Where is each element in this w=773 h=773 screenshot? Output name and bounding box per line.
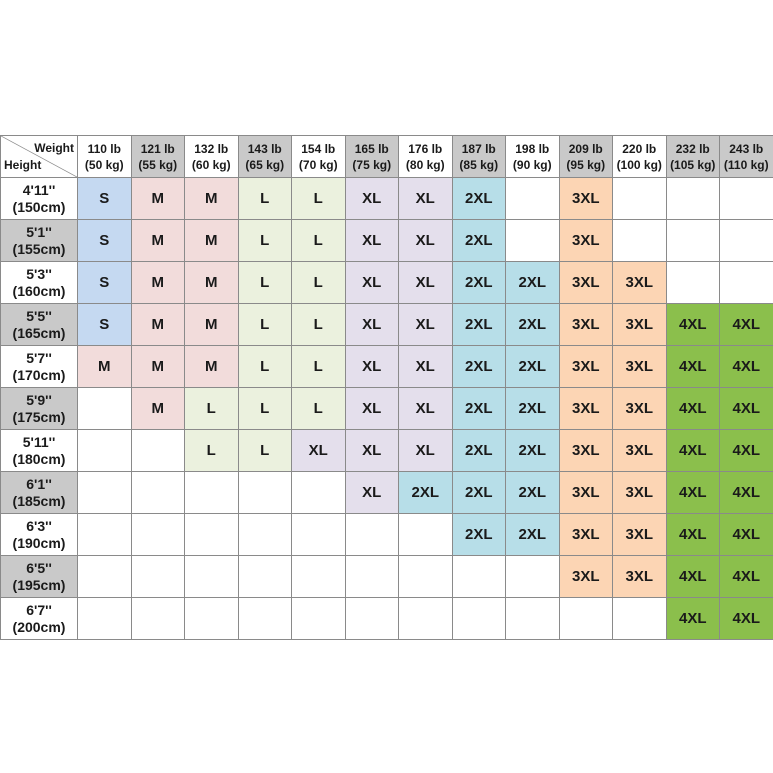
height-cm-label: (190cm) xyxy=(12,534,66,551)
size-cell: M xyxy=(185,262,239,304)
size-cell xyxy=(185,598,239,640)
size-cell: M xyxy=(131,220,185,262)
height-row xyxy=(1,304,773,346)
size-cell: 3XL xyxy=(559,556,613,598)
size-cell: 2XL xyxy=(452,304,506,346)
size-cell: 2XL xyxy=(506,430,560,472)
height-row xyxy=(1,220,773,262)
weight-lb-label: 132 lb xyxy=(194,141,229,156)
size-cell: 4XL xyxy=(720,430,773,472)
weight-header-3 xyxy=(238,136,292,178)
size-cell: XL xyxy=(399,430,453,472)
weight-lb-label: 165 lb xyxy=(354,141,389,156)
weight-kg-label: (100 kg) xyxy=(616,157,662,172)
weight-kg-label: (90 kg) xyxy=(512,157,552,172)
height-header-9 xyxy=(1,556,78,598)
height-cm-label: (155cm) xyxy=(12,240,66,257)
height-axis-label: Height xyxy=(4,158,42,172)
size-cell: L xyxy=(238,430,292,472)
height-header-4 xyxy=(1,346,78,388)
size-cell: 2XL xyxy=(399,472,453,514)
height-cm-label: (180cm) xyxy=(12,450,66,467)
size-cell: 2XL xyxy=(506,346,560,388)
height-ft-label: 5'7'' xyxy=(26,349,52,366)
weight-header-0 xyxy=(78,136,132,178)
height-cm-label: (185cm) xyxy=(12,492,66,509)
weight-header-row xyxy=(1,136,773,178)
height-header-0 xyxy=(1,178,78,220)
size-cell xyxy=(292,472,346,514)
size-cell: 4XL xyxy=(666,556,720,598)
weight-lb-label: 176 lb xyxy=(408,141,443,156)
weight-header-4 xyxy=(292,136,346,178)
size-cell xyxy=(292,514,346,556)
size-cell: 3XL xyxy=(559,178,613,220)
size-cell: M xyxy=(78,346,132,388)
weight-kg-label: (85 kg) xyxy=(459,157,499,172)
size-cell: M xyxy=(131,262,185,304)
size-cell: M xyxy=(185,346,239,388)
height-ft-label: 5'9'' xyxy=(26,391,52,408)
size-cell xyxy=(666,262,720,304)
size-cell: 3XL xyxy=(559,220,613,262)
size-cell xyxy=(78,556,132,598)
size-cell: XL xyxy=(345,304,399,346)
weight-header-7 xyxy=(452,136,506,178)
weight-kg-label: (105 kg) xyxy=(670,157,716,172)
size-cell: 4XL xyxy=(720,304,773,346)
weight-lb-label: 143 lb xyxy=(247,141,282,156)
size-cell xyxy=(506,178,560,220)
weight-kg-label: (95 kg) xyxy=(566,157,606,172)
size-cell: L xyxy=(185,430,239,472)
height-row xyxy=(1,346,773,388)
size-cell: 3XL xyxy=(559,430,613,472)
height-ft-label: 6'5'' xyxy=(26,559,52,576)
height-cm-label: (165cm) xyxy=(12,324,66,341)
size-cell: L xyxy=(238,262,292,304)
size-cell: XL xyxy=(399,304,453,346)
weight-lb-label: 198 lb xyxy=(515,141,550,156)
height-cm-label: (150cm) xyxy=(12,198,66,215)
size-cell xyxy=(78,430,132,472)
weight-lb-label: 243 lb xyxy=(729,141,764,156)
weight-axis-label: Weight xyxy=(34,141,74,155)
height-row xyxy=(1,598,773,640)
size-chart-table xyxy=(0,135,773,640)
weight-header-9 xyxy=(559,136,613,178)
weight-kg-label: (70 kg) xyxy=(298,157,338,172)
size-cell: 3XL xyxy=(613,556,667,598)
size-cell: 2XL xyxy=(452,262,506,304)
size-cell: L xyxy=(292,178,346,220)
size-cell xyxy=(399,514,453,556)
size-cell: 2XL xyxy=(452,346,506,388)
size-cell xyxy=(452,556,506,598)
size-cell: 3XL xyxy=(613,304,667,346)
size-cell xyxy=(238,472,292,514)
size-cell: 2XL xyxy=(452,220,506,262)
size-cell: 4XL xyxy=(666,346,720,388)
size-cell: L xyxy=(185,388,239,430)
size-cell: XL xyxy=(399,262,453,304)
height-cm-label: (160cm) xyxy=(12,282,66,299)
size-cell: 4XL xyxy=(720,598,773,640)
weight-lb-label: 232 lb xyxy=(675,141,710,156)
size-cell: L xyxy=(238,346,292,388)
size-cell: 3XL xyxy=(559,388,613,430)
height-row xyxy=(1,556,773,598)
size-cell xyxy=(720,220,773,262)
size-cell: M xyxy=(131,346,185,388)
weight-kg-label: (80 kg) xyxy=(405,157,445,172)
weight-lb-label: 110 lb xyxy=(87,141,121,156)
weight-lb-label: 187 lb xyxy=(461,141,496,156)
size-cell: 4XL xyxy=(666,304,720,346)
size-cell: XL xyxy=(399,220,453,262)
size-cell: 4XL xyxy=(666,514,720,556)
size-cell: 2XL xyxy=(452,514,506,556)
height-row xyxy=(1,514,773,556)
size-cell xyxy=(666,220,720,262)
size-cell: XL xyxy=(345,388,399,430)
height-header-5 xyxy=(1,388,78,430)
height-header-3 xyxy=(1,304,78,346)
size-cell: 2XL xyxy=(506,514,560,556)
size-cell xyxy=(238,598,292,640)
size-cell xyxy=(345,556,399,598)
weight-lb-label: 209 lb xyxy=(568,141,603,156)
size-cell: 4XL xyxy=(720,388,773,430)
size-cell: XL xyxy=(345,430,399,472)
weight-header-8 xyxy=(506,136,560,178)
size-cell: 2XL xyxy=(452,178,506,220)
height-ft-label: 5'3'' xyxy=(26,265,52,282)
weight-header-11 xyxy=(666,136,720,178)
size-cell: 3XL xyxy=(559,304,613,346)
size-cell: XL xyxy=(399,346,453,388)
size-cell xyxy=(559,598,613,640)
size-cell: 3XL xyxy=(559,514,613,556)
weight-lb-label: 121 lb xyxy=(140,141,175,156)
size-cell xyxy=(613,178,667,220)
weight-header-6 xyxy=(399,136,453,178)
height-cm-label: (175cm) xyxy=(12,408,66,425)
size-cell xyxy=(185,514,239,556)
height-header-7 xyxy=(1,472,78,514)
size-cell: 2XL xyxy=(452,472,506,514)
size-cell: 3XL xyxy=(613,262,667,304)
weight-lb-label: 220 lb xyxy=(622,141,657,156)
size-cell xyxy=(613,220,667,262)
size-cell: M xyxy=(185,178,239,220)
size-cell: L xyxy=(292,220,346,262)
size-cell: XL xyxy=(399,388,453,430)
height-cm-label: (195cm) xyxy=(12,576,66,593)
weight-header-2 xyxy=(185,136,239,178)
size-cell: 3XL xyxy=(613,430,667,472)
weight-kg-label: (75 kg) xyxy=(352,157,392,172)
size-cell: 3XL xyxy=(559,262,613,304)
size-cell: 2XL xyxy=(452,430,506,472)
size-cell: L xyxy=(292,388,346,430)
size-cell xyxy=(506,220,560,262)
size-cell: 3XL xyxy=(613,346,667,388)
size-cell xyxy=(131,598,185,640)
corner-header xyxy=(1,136,78,178)
height-row xyxy=(1,262,773,304)
size-cell: 4XL xyxy=(666,598,720,640)
size-cell: XL xyxy=(345,262,399,304)
size-cell: L xyxy=(238,220,292,262)
size-cell: L xyxy=(292,346,346,388)
size-cell: XL xyxy=(399,178,453,220)
size-cell: L xyxy=(292,262,346,304)
weight-kg-label: (60 kg) xyxy=(191,157,231,172)
size-cell: XL xyxy=(292,430,346,472)
height-ft-label: 5'5'' xyxy=(26,307,52,324)
size-cell: 2XL xyxy=(506,304,560,346)
size-cell xyxy=(238,514,292,556)
size-cell: 2XL xyxy=(452,388,506,430)
size-cell: 4XL xyxy=(666,472,720,514)
height-ft-label: 5'1'' xyxy=(26,223,52,240)
size-cell: 3XL xyxy=(613,514,667,556)
size-cell xyxy=(131,472,185,514)
size-cell xyxy=(666,178,720,220)
size-cell: L xyxy=(238,178,292,220)
weight-kg-label: (65 kg) xyxy=(245,157,285,172)
weight-kg-label: (110 kg) xyxy=(723,157,769,172)
size-cell xyxy=(78,514,132,556)
weight-kg-label: (55 kg) xyxy=(138,157,178,172)
weight-lb-label: 154 lb xyxy=(301,141,336,156)
size-cell: 2XL xyxy=(506,262,560,304)
size-cell: 4XL xyxy=(720,556,773,598)
size-cell xyxy=(345,514,399,556)
size-cell: 4XL xyxy=(720,472,773,514)
weight-header-1 xyxy=(131,136,185,178)
weight-header-12 xyxy=(720,136,773,178)
height-ft-label: 6'1'' xyxy=(26,475,52,492)
size-cell xyxy=(292,598,346,640)
weight-header-5 xyxy=(345,136,399,178)
size-cell xyxy=(78,598,132,640)
height-ft-label: 4'11'' xyxy=(22,181,56,198)
height-row xyxy=(1,430,773,472)
height-header-6 xyxy=(1,430,78,472)
height-ft-label: 6'7'' xyxy=(26,601,52,618)
size-cell: M xyxy=(185,304,239,346)
height-header-1 xyxy=(1,220,78,262)
size-cell xyxy=(131,430,185,472)
size-cell: 4XL xyxy=(666,430,720,472)
height-header-8 xyxy=(1,514,78,556)
size-cell: XL xyxy=(345,178,399,220)
size-cell: S xyxy=(78,178,132,220)
height-ft-label: 6'3'' xyxy=(26,517,52,534)
size-cell xyxy=(78,472,132,514)
size-cell: M xyxy=(131,178,185,220)
size-cell xyxy=(399,556,453,598)
size-cell xyxy=(613,598,667,640)
size-cell: S xyxy=(78,220,132,262)
size-cell: 4XL xyxy=(720,514,773,556)
size-cell: M xyxy=(185,220,239,262)
height-row xyxy=(1,388,773,430)
size-cell xyxy=(131,556,185,598)
height-cm-label: (170cm) xyxy=(12,366,66,383)
size-cell: 3XL xyxy=(559,472,613,514)
size-cell xyxy=(506,556,560,598)
height-row xyxy=(1,472,773,514)
size-cell: M xyxy=(131,388,185,430)
weight-header-10 xyxy=(613,136,667,178)
size-cell: M xyxy=(131,304,185,346)
size-cell xyxy=(238,556,292,598)
size-cell: 3XL xyxy=(613,472,667,514)
size-cell xyxy=(131,514,185,556)
size-cell: L xyxy=(238,304,292,346)
size-cell xyxy=(399,598,453,640)
size-cell: L xyxy=(292,304,346,346)
height-ft-label: 5'11'' xyxy=(22,433,56,450)
size-cell: XL xyxy=(345,346,399,388)
weight-kg-label: (50 kg) xyxy=(84,157,124,172)
size-cell: 4XL xyxy=(720,346,773,388)
size-cell xyxy=(78,388,132,430)
height-cm-label: (200cm) xyxy=(12,618,66,635)
size-cell xyxy=(506,598,560,640)
size-cell: 2XL xyxy=(506,472,560,514)
size-cell: 2XL xyxy=(506,388,560,430)
size-cell xyxy=(345,598,399,640)
size-cell xyxy=(720,262,773,304)
height-header-10 xyxy=(1,598,78,640)
height-header-2 xyxy=(1,262,78,304)
size-cell: XL xyxy=(345,472,399,514)
size-cell xyxy=(720,178,773,220)
size-cell: XL xyxy=(345,220,399,262)
size-cell: 3XL xyxy=(559,346,613,388)
size-cell xyxy=(452,598,506,640)
size-cell: L xyxy=(238,388,292,430)
height-row xyxy=(1,178,773,220)
size-cell: 4XL xyxy=(666,388,720,430)
size-cell xyxy=(185,472,239,514)
size-cell: S xyxy=(78,304,132,346)
size-cell xyxy=(185,556,239,598)
size-cell xyxy=(292,556,346,598)
size-cell: S xyxy=(78,262,132,304)
size-cell: 3XL xyxy=(613,388,667,430)
